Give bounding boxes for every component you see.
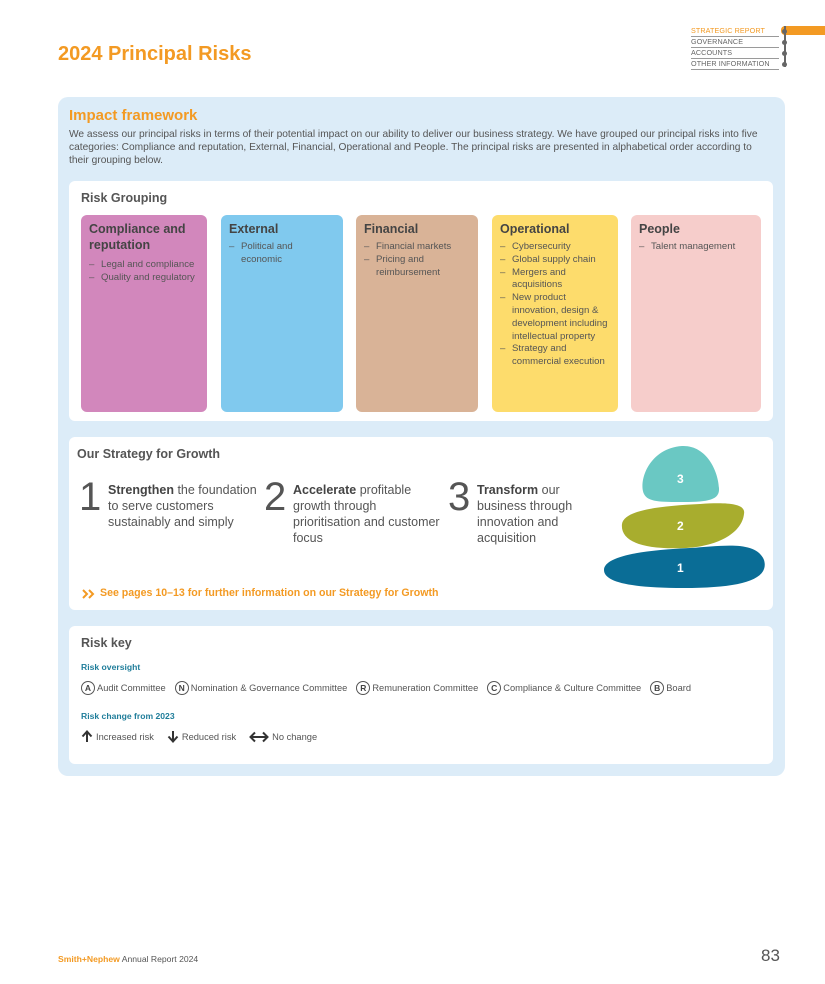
group-list	[229, 241, 335, 267]
group-title: Compliance and reputation	[89, 222, 186, 252]
oversight-label: Compliance & Culture Committee	[503, 682, 642, 693]
group-title: Financial	[364, 222, 419, 236]
oversight-remuneration	[356, 681, 478, 695]
pillar-number: 1	[79, 475, 102, 519]
pillar-text	[108, 482, 258, 530]
group-compliance-reputation	[81, 215, 207, 412]
letter-c-icon: C	[487, 681, 501, 695]
group-list	[364, 241, 470, 279]
risk-oversight-label: Risk oversight	[81, 662, 141, 672]
group-operational	[492, 215, 618, 412]
pillar-text	[477, 482, 597, 546]
stacked-stones-graphic	[600, 440, 772, 592]
change-text: No change	[272, 731, 318, 742]
impact-framework-description: We assess our principal risks in terms of their potential impact on our ability to deliver our business strategy. We have grouped our principal risks into five categories: Compliance and reputation, External, Financial, Operational and People. The principal risks are presented in alphabetical order according to their grouping below.	[69, 129, 758, 166]
page-number: 83	[761, 946, 780, 965]
arrow-up-icon	[81, 730, 93, 743]
page-title: 2024 Principal Risks	[58, 43, 252, 65]
group-financial	[356, 215, 478, 412]
risk-oversight-legend	[81, 680, 700, 695]
pillar-number: 3	[448, 475, 471, 519]
stone-1-shape	[604, 546, 765, 588]
group-people	[631, 215, 761, 412]
impact-framework-title: Impact framework	[69, 107, 198, 124]
nav-dot	[782, 40, 787, 45]
change-increased	[81, 730, 154, 743]
letter-n-icon: N	[175, 681, 189, 695]
stone-label-3: 3	[677, 472, 684, 486]
pillar-number: 2	[264, 475, 287, 519]
pillar-bold: Strengthen	[108, 483, 174, 497]
double-chevron-right-icon	[82, 589, 96, 599]
pillar-text	[293, 482, 443, 546]
change-text: Increased risk	[96, 731, 154, 742]
strategy-heading: Our Strategy for Growth	[77, 447, 221, 461]
list-item: – Cybersecurity	[500, 241, 610, 254]
nav-dot	[782, 51, 787, 56]
letter-a-icon: A	[81, 681, 95, 695]
see-pages-link[interactable]: See pages 10–13 for further information on our Strategy for Growth	[100, 587, 439, 599]
pillar-rest: our business through innovation and acquisition	[477, 483, 573, 545]
group-list	[89, 259, 199, 285]
nav-dot	[782, 29, 787, 34]
risk-grouping-heading: Risk Grouping	[81, 191, 168, 205]
footer-report-label	[58, 954, 198, 964]
arrow-left-right-icon	[249, 731, 269, 743]
list-item: – Political and economic	[229, 241, 335, 267]
oversight-label: Board	[666, 682, 692, 693]
group-external	[221, 215, 343, 412]
change-reduced	[167, 730, 236, 743]
pillar-rest: profitable growth through prioritisation and customer focus	[293, 483, 440, 545]
group-title: External	[229, 222, 279, 236]
nav-other-information[interactable]: OTHER INFORMATION	[691, 59, 779, 70]
risk-change-label: Risk change from 2023	[81, 711, 175, 721]
group-list	[500, 241, 610, 369]
oversight-audit	[81, 681, 166, 695]
nav-active-tab	[781, 26, 825, 35]
nav-strategic-report[interactable]: STRATEGIC REPORT	[691, 26, 779, 37]
pillar-bold: Accelerate	[293, 483, 357, 497]
footer-report: Annual Report 2024	[119, 954, 199, 964]
list-item: – Strategy and commercial execution	[500, 343, 610, 369]
footer-brand: Smith+Nephew	[58, 954, 120, 964]
letter-r-icon: R	[356, 681, 370, 695]
arrow-down-icon	[167, 730, 179, 743]
pillar-rest: the foundation to serve customers sustainably and simply	[108, 483, 257, 529]
risk-change-legend	[81, 729, 330, 744]
nav-accounts[interactable]: ACCOUNTS	[691, 48, 779, 59]
oversight-nomination	[175, 681, 348, 695]
list-item: – Global supply chain	[500, 254, 610, 267]
list-item: – Financial markets	[364, 241, 470, 254]
stone-label-2: 2	[677, 519, 684, 533]
oversight-label: Remuneration Committee	[372, 682, 479, 693]
nav-governance[interactable]: GOVERNANCE	[691, 37, 779, 48]
group-title: People	[639, 222, 680, 236]
list-item: – Legal and compliance	[89, 259, 199, 272]
group-list	[639, 241, 753, 254]
letter-b-icon: B	[650, 681, 664, 695]
stone-label-1: 1	[677, 561, 684, 575]
oversight-board	[650, 681, 691, 695]
oversight-compliance	[487, 681, 641, 695]
group-title: Operational	[500, 222, 570, 236]
oversight-label: Nomination & Governance Committee	[190, 682, 348, 693]
oversight-label: Audit Committee	[97, 682, 166, 693]
pillar-bold: Transform	[477, 483, 539, 497]
list-item: – New product innovation, design & development including intellectual property	[500, 292, 610, 343]
list-item: – Quality and regulatory	[89, 272, 199, 285]
change-text: Reduced risk	[181, 731, 237, 742]
nav-dot	[782, 62, 787, 67]
section-nav	[691, 26, 779, 70]
list-item: – Mergers and acquisitions	[500, 267, 610, 293]
list-item: – Talent management	[639, 241, 753, 254]
list-item: – Pricing and reimbursement	[364, 254, 470, 280]
risk-key-heading: Risk key	[81, 636, 132, 650]
change-none	[249, 731, 317, 743]
